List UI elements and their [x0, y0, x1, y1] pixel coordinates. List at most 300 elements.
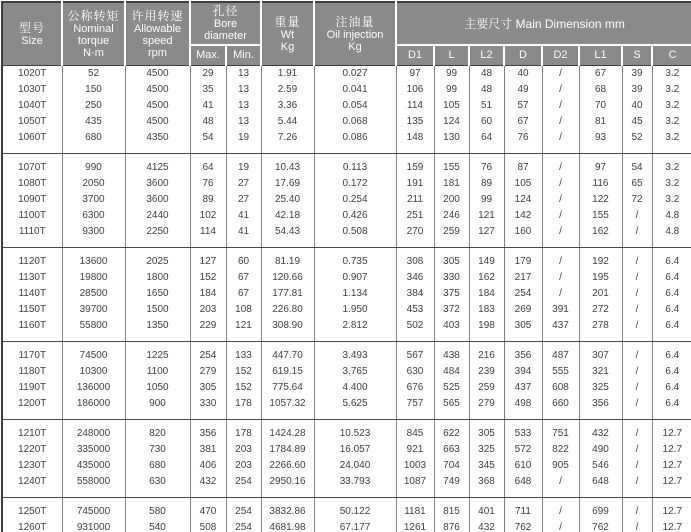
table-cell: 305: [434, 248, 469, 271]
table-cell: 72: [622, 192, 652, 208]
table-cell: 401: [469, 498, 504, 521]
table-cell: 1200T: [2, 396, 62, 420]
table-cell: 97: [396, 66, 434, 83]
table-cell: 1350: [125, 318, 190, 342]
table-cell: 259: [434, 224, 469, 248]
table-row: [2, 302, 691, 318]
table-cell: 1240T: [2, 474, 62, 498]
table-cell: /: [622, 458, 652, 474]
table-cell: 3.2: [652, 82, 691, 98]
table-cell: 2.812: [314, 318, 396, 342]
table-cell: 1.91: [261, 66, 314, 83]
table-cell: 40: [622, 98, 652, 114]
table-cell: 4.8: [652, 224, 691, 248]
table-cell: 4125: [125, 154, 190, 177]
table-cell: 74500: [62, 342, 125, 365]
table-cell: 2250: [125, 224, 190, 248]
table-cell: 608: [542, 380, 579, 396]
table-row: [2, 286, 691, 302]
table-row: [2, 318, 691, 342]
header-dim-c: C: [652, 45, 691, 66]
table-cell: /: [622, 302, 652, 318]
table-cell: 12.7: [652, 420, 691, 443]
table-cell: 305: [504, 318, 542, 342]
table-cell: 124: [434, 114, 469, 130]
table-cell: 815: [434, 498, 469, 521]
table-cell: 54: [622, 154, 652, 177]
table-cell: 12.7: [652, 474, 691, 498]
table-cell: 48: [469, 66, 504, 83]
table-cell: 226.80: [261, 302, 314, 318]
table-cell: /: [542, 474, 579, 498]
table-cell: 19: [226, 154, 261, 177]
table-cell: 3.493: [314, 342, 396, 365]
table-cell: 48: [469, 82, 504, 98]
table-cell: /: [622, 520, 652, 532]
table-cell: 368: [469, 474, 504, 498]
table-cell: 6300: [62, 208, 125, 224]
table-cell: 162: [469, 270, 504, 286]
table-cell: 4500: [125, 82, 190, 98]
table-cell: 48: [190, 114, 226, 130]
table-cell: 2050: [62, 176, 125, 192]
table-cell: /: [622, 248, 652, 271]
table-cell: /: [622, 498, 652, 521]
table-cell: 610: [504, 458, 542, 474]
table-cell: 13: [226, 66, 261, 83]
table-row: [2, 208, 691, 224]
table-cell: 248000: [62, 420, 125, 443]
header-row-main: [2, 2, 691, 45]
table-cell: 17.69: [261, 176, 314, 192]
header-dim-d2: D2: [542, 45, 579, 66]
table-cell: 133: [226, 342, 261, 365]
table-cell: 201: [579, 286, 622, 302]
table-cell: 89: [469, 176, 504, 192]
table-row: [2, 98, 691, 114]
table-cell: 181: [434, 176, 469, 192]
table-cell: 76: [504, 130, 542, 154]
header-weight-unit: Kg: [280, 40, 295, 53]
table-cell: /: [542, 176, 579, 192]
table-cell: 68: [579, 82, 622, 98]
table-cell: 567: [396, 342, 434, 365]
table-cell: 1050T: [18, 116, 47, 127]
table-cell: 6.4: [652, 286, 691, 302]
table-cell: 619.15: [261, 364, 314, 380]
header-bore-zh: 孔径: [212, 4, 239, 18]
header-bore: [190, 2, 261, 45]
table-cell: 9300: [62, 224, 125, 248]
table-cell: /: [542, 114, 579, 130]
table-cell: 216: [469, 342, 504, 365]
table-cell: 39: [622, 66, 652, 83]
table-cell: 487: [542, 342, 579, 365]
header-dim-s: S: [622, 45, 652, 66]
table-cell: /: [542, 208, 579, 224]
table-cell: /: [622, 270, 652, 286]
table-cell: 4500: [125, 66, 190, 83]
table-cell: 192: [579, 248, 622, 271]
header-dim-d: D: [504, 45, 542, 66]
table-cell: 279: [190, 364, 226, 380]
table-cell: 52: [62, 66, 125, 83]
table-cell: 990: [62, 154, 125, 177]
table-cell: 81: [579, 114, 622, 130]
header-bore-min: Min.: [226, 45, 261, 66]
table-cell: 4.400: [314, 380, 396, 396]
table-cell: 152: [226, 380, 261, 396]
table-cell: 372: [434, 302, 469, 318]
table-cell: 65: [622, 176, 652, 192]
table-cell: 546: [579, 458, 622, 474]
table-cell: 229: [190, 318, 226, 342]
table-cell: 0.907: [314, 270, 396, 286]
table-cell: 127: [469, 224, 504, 248]
table-cell: 1.134: [314, 286, 396, 302]
table-cell: 6.4: [652, 342, 691, 365]
header-speed-en2: speed: [142, 34, 173, 47]
header-torque: [62, 2, 125, 66]
table-cell: 177.81: [261, 286, 314, 302]
table-cell: 533: [504, 420, 542, 443]
table-cell: 41: [190, 98, 226, 114]
table-cell: /: [622, 224, 652, 248]
table-cell: 391: [542, 302, 579, 318]
table-cell: 356: [504, 342, 542, 365]
table-cell: 1230T: [18, 460, 47, 471]
table-cell: 239: [469, 364, 504, 380]
table-cell: 356: [579, 396, 622, 420]
table-cell: 105: [434, 98, 469, 114]
table-cell: 155: [579, 208, 622, 224]
table-cell: 1070T: [18, 162, 47, 173]
table-cell: 1130T: [18, 272, 47, 283]
table-cell: 381: [190, 442, 226, 458]
table-cell: 0.172: [314, 176, 396, 192]
header-weight-en: Wt: [280, 28, 295, 41]
table-cell: 279: [469, 396, 504, 420]
table-cell: 70: [579, 98, 622, 114]
table-cell: 102: [190, 208, 226, 224]
table-row: [2, 442, 691, 458]
table-cell: 246: [434, 208, 469, 224]
table-cell: 680: [62, 130, 125, 154]
table-cell: 6.4: [652, 248, 691, 271]
table-cell: 565: [434, 396, 469, 420]
table-cell: 10.523: [314, 420, 396, 443]
table-cell: 13: [226, 114, 261, 130]
table-row: [2, 154, 691, 177]
header-oil: [314, 2, 396, 66]
table-cell: /: [622, 380, 652, 396]
table-cell: 330: [190, 396, 226, 420]
table-cell: 122: [579, 192, 622, 208]
table-cell: 0.735: [314, 248, 396, 271]
table-cell: 19: [226, 130, 261, 154]
table-cell: 0.426: [314, 208, 396, 224]
table-cell: 142: [504, 208, 542, 224]
table-cell: 1120T: [18, 256, 47, 267]
table-cell: 630: [125, 474, 190, 498]
table-row: [2, 420, 691, 443]
table-cell: 254: [226, 474, 261, 498]
table-cell: 278: [579, 318, 622, 342]
table-row: [2, 82, 691, 98]
table-cell: 572: [504, 442, 542, 458]
table-cell: 905: [542, 458, 579, 474]
table-cell: 2950.16: [261, 474, 314, 498]
table-cell: 40: [504, 66, 542, 83]
table-cell: /: [542, 224, 579, 248]
table-cell: 432: [579, 420, 622, 443]
table-cell: 254: [190, 342, 226, 365]
table-cell: 406: [190, 458, 226, 474]
table-cell: 1020T: [2, 66, 62, 83]
table-cell: 184: [469, 286, 504, 302]
table-cell: 3700: [62, 192, 125, 208]
table-cell: 820: [125, 420, 190, 443]
table-cell: 437: [504, 380, 542, 396]
table-cell: 1057.32: [261, 396, 314, 420]
table-cell: /: [542, 98, 579, 114]
table-cell: 195: [579, 270, 622, 286]
table-cell: 1500: [125, 302, 190, 318]
table-cell: 745000: [62, 498, 125, 521]
table-row: [2, 248, 691, 271]
table-cell: 0.508: [314, 224, 396, 248]
table-cell: 822: [542, 442, 579, 458]
table-cell: 99: [469, 192, 504, 208]
table-cell: 0.041: [314, 82, 396, 98]
header-main-dimension: [396, 2, 691, 45]
table-cell: 0.027: [314, 66, 396, 83]
table-cell: 39700: [62, 302, 125, 318]
table-cell: 179: [504, 248, 542, 271]
table-cell: 1100: [125, 364, 190, 380]
table-cell: 67: [226, 270, 261, 286]
table-cell: 1181: [396, 498, 434, 521]
table-cell: 648: [579, 474, 622, 498]
table-cell: 630: [396, 364, 434, 380]
table-cell: 67: [504, 114, 542, 130]
table-cell: /: [542, 286, 579, 302]
table-row: [2, 520, 691, 532]
table-cell: 1650: [125, 286, 190, 302]
table-cell: 438: [434, 342, 469, 365]
table-cell: 24.040: [314, 458, 396, 474]
table-cell: 0.113: [314, 154, 396, 177]
table-cell: 305: [190, 380, 226, 396]
table-cell: /: [542, 154, 579, 177]
table-cell: /: [542, 520, 579, 532]
table-cell: /: [622, 318, 652, 342]
table-cell: 330: [434, 270, 469, 286]
table-cell: 13: [226, 82, 261, 98]
table-cell: 403: [434, 318, 469, 342]
header-bore-max: Max.: [190, 45, 226, 66]
table-cell: 525: [434, 380, 469, 396]
table-cell: 124: [504, 192, 542, 208]
header-torque-en1: Nominal: [73, 22, 114, 35]
table-cell: 121: [469, 208, 504, 224]
table-cell: /: [542, 82, 579, 98]
table-cell: 3.2: [652, 66, 691, 83]
table-cell: 3600: [125, 176, 190, 192]
table-header: [2, 2, 691, 66]
table-cell: 6.4: [652, 396, 691, 420]
table-cell: 3.36: [261, 98, 314, 114]
table-cell: 0.254: [314, 192, 396, 208]
table-cell: 2440: [125, 208, 190, 224]
table-cell: 0.086: [314, 130, 396, 154]
header-dim-d1: D1: [396, 45, 434, 66]
table-row: [2, 130, 691, 154]
table-cell: 502: [396, 318, 434, 342]
table-cell: 27: [226, 176, 261, 192]
table-cell: 356: [190, 420, 226, 443]
header-bore-en: Bore diameter: [204, 18, 247, 42]
table-cell: 49: [504, 82, 542, 98]
table-cell: 99: [434, 82, 469, 98]
table-cell: 12.7: [652, 442, 691, 458]
table-cell: 130: [434, 130, 469, 154]
table-cell: 60: [226, 248, 261, 271]
table-row: [2, 458, 691, 474]
table-cell: 254: [226, 498, 261, 521]
table-cell: 10.43: [261, 154, 314, 177]
table-cell: 1250T: [18, 506, 47, 517]
table-cell: 648: [504, 474, 542, 498]
table-cell: /: [542, 248, 579, 271]
table-cell: /: [542, 66, 579, 83]
table-cell: 699: [579, 498, 622, 521]
table-cell: 155: [434, 154, 469, 177]
table-cell: 45: [622, 114, 652, 130]
table-cell: 1050: [125, 380, 190, 396]
table-cell: 152: [190, 270, 226, 286]
table-cell: 51: [469, 98, 504, 114]
header-speed: [125, 2, 190, 66]
table-row: [2, 192, 691, 208]
table-cell: 498: [504, 396, 542, 420]
header-size-zh: 型号: [18, 20, 45, 35]
table-cell: 64: [190, 154, 226, 177]
table-cell: 580: [125, 498, 190, 521]
table-cell: 89: [190, 192, 226, 208]
table-cell: 432: [190, 474, 226, 498]
header-dim-l2: L2: [469, 45, 504, 66]
table-cell: 270: [396, 224, 434, 248]
table-cell: 470: [190, 498, 226, 521]
table-cell: 148: [396, 130, 434, 154]
header-torque-en2: torque: [77, 34, 110, 47]
table-cell: 12.7: [652, 520, 691, 532]
table-cell: 1170T: [18, 350, 47, 361]
table-cell: 1784.89: [261, 442, 314, 458]
table-row: [2, 474, 691, 498]
table-cell: 60: [469, 114, 504, 130]
table-cell: 217: [504, 270, 542, 286]
table-cell: 211: [396, 192, 434, 208]
table-cell: 67.177: [314, 520, 396, 532]
table-cell: 730: [125, 442, 190, 458]
table-row: [2, 364, 691, 380]
table-cell: 97: [579, 154, 622, 177]
table-cell: 35: [190, 82, 226, 98]
table-cell: 203: [190, 302, 226, 318]
header-weight: [261, 2, 314, 66]
table-cell: 335000: [62, 442, 125, 458]
table-cell: 67: [579, 66, 622, 83]
table-cell: 1060T: [2, 130, 62, 154]
table-cell: 490: [579, 442, 622, 458]
table-cell: 203: [226, 442, 261, 458]
header-weight-zh: 重量: [274, 14, 301, 29]
table-cell: 704: [434, 458, 469, 474]
table-cell: 325: [469, 442, 504, 458]
header-torque-unit: N·m: [83, 46, 104, 59]
table-cell: 1030T: [18, 84, 47, 95]
header-size-en: Size: [21, 34, 43, 47]
header-size: [2, 2, 62, 66]
table-cell: 1100T: [18, 210, 47, 221]
table-cell: 178: [226, 420, 261, 443]
table-cell: 3.765: [314, 364, 396, 380]
table-cell: 540: [125, 520, 190, 532]
table-cell: 1180T: [18, 366, 47, 377]
table-cell: 680: [125, 458, 190, 474]
table-cell: 921: [396, 442, 434, 458]
table-cell: 660: [542, 396, 579, 420]
table-cell: 64: [469, 130, 504, 154]
header-speed-unit: rpm: [148, 46, 167, 59]
table-cell: 508: [190, 520, 226, 532]
table-cell: 1080T: [18, 178, 47, 189]
header-speed-en1: Allowable: [133, 22, 182, 35]
table-cell: 663: [434, 442, 469, 458]
table-cell: 254: [226, 520, 261, 532]
table-cell: 6.4: [652, 318, 691, 342]
table-cell: 1424.28: [261, 420, 314, 443]
table-cell: 186000: [62, 396, 125, 420]
header-dim-l: L: [434, 45, 469, 66]
header-oil-unit: Kg: [348, 40, 362, 53]
table-row: [2, 380, 691, 396]
table-cell: 900: [125, 396, 190, 420]
table-cell: 676: [396, 380, 434, 396]
table-cell: 136000: [62, 380, 125, 396]
table-cell: 1040T: [18, 100, 47, 111]
table-cell: 93: [579, 130, 622, 154]
table-row: [2, 270, 691, 286]
header-main-dimension-label: 主要尺寸 Main Dimension mm: [464, 16, 625, 31]
table-cell: 99: [434, 66, 469, 83]
table-cell: 6.4: [652, 270, 691, 286]
table-cell: 57: [504, 98, 542, 114]
table-cell: 308: [396, 248, 434, 271]
table-row: [2, 396, 691, 420]
table-cell: 272: [579, 302, 622, 318]
table-cell: 0.054: [314, 98, 396, 114]
header-dim-l1: L1: [579, 45, 622, 66]
table-row: [2, 176, 691, 192]
table-cell: 749: [434, 474, 469, 498]
table-cell: 127: [190, 248, 226, 271]
table-row: [2, 342, 691, 365]
spec-table: [1, 1, 691, 532]
table-cell: /: [542, 192, 579, 208]
